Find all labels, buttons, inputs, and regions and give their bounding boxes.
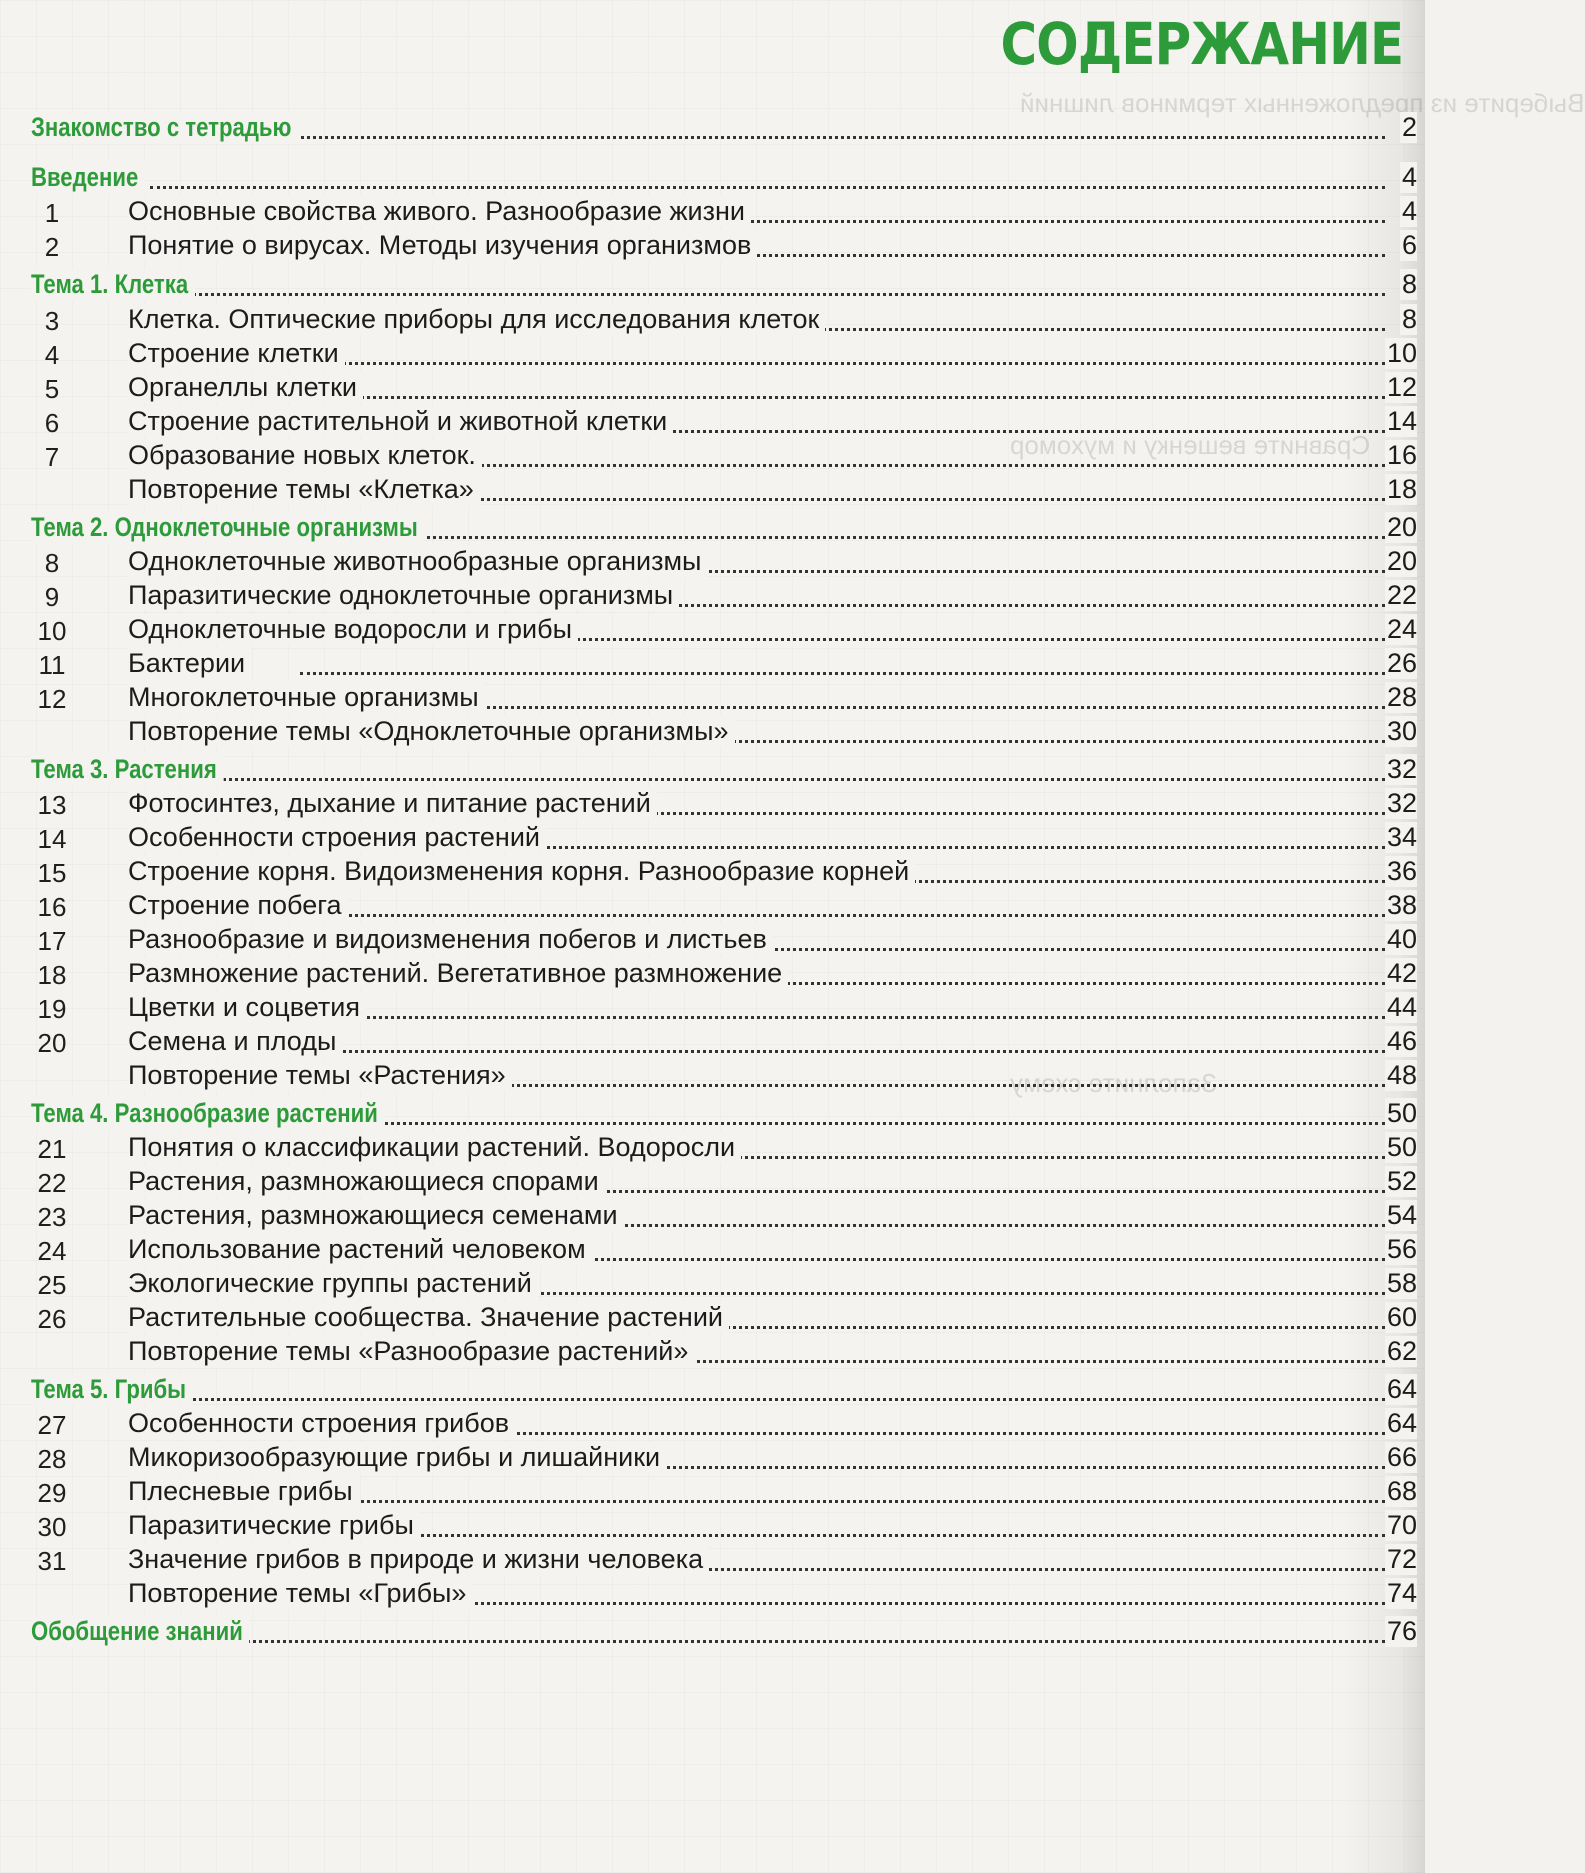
toc-page-number: 32 <box>1386 754 1417 784</box>
toc-entry-text: Растительные сообщества. Значение растений <box>128 1302 729 1333</box>
toc-section <box>0 110 1425 146</box>
toc-entry-number: 16 <box>37 892 67 922</box>
toc-entry-number: 2 <box>44 232 60 262</box>
toc-section-title: Введение <box>31 162 145 193</box>
toc-entry-number: 26 <box>37 1304 67 1334</box>
toc-entry <box>0 302 1425 338</box>
toc-entry-text: Строение корня. Видоизменения корня. Разнообразие корней <box>128 856 915 887</box>
bleed-through-text: Выберите из <box>1430 88 1585 118</box>
toc-entry-number: 4 <box>44 340 60 370</box>
toc-entry-text: Бактерии <box>128 648 251 679</box>
toc-page-number: 4 <box>1401 162 1417 192</box>
toc-entry <box>0 956 1425 992</box>
toc-entry <box>0 646 1425 682</box>
toc-page-number: 2 <box>1401 112 1417 142</box>
toc-entry <box>0 714 1425 750</box>
toc-section <box>0 752 1425 788</box>
toc-page-number: 22 <box>1386 580 1417 610</box>
toc-entry <box>0 1300 1425 1336</box>
toc-entry <box>0 820 1425 856</box>
toc-entry-number: 8 <box>44 548 60 578</box>
toc-entry-text: Многоклеточные организмы <box>128 682 485 713</box>
toc-entry-number: 23 <box>37 1202 67 1232</box>
toc-page-number: 30 <box>1386 716 1417 746</box>
toc-entry <box>0 1164 1425 1200</box>
dot-leader <box>300 672 1385 675</box>
toc-page-number: 20 <box>1386 512 1417 542</box>
toc-page-number: 32 <box>1386 788 1417 818</box>
toc-page-number: 26 <box>1386 648 1417 678</box>
toc-entry-number: 11 <box>38 650 66 680</box>
toc-entry <box>0 786 1425 822</box>
dot-leader <box>300 1534 1385 1537</box>
toc-entry-text: Микоризообразующие грибы и лишайники <box>128 1442 666 1473</box>
toc-entry-number: 12 <box>37 684 67 714</box>
toc-section-title: Обобщение знаний <box>31 1616 249 1647</box>
toc-entry-text: Образование новых клеток. <box>128 440 482 471</box>
toc-section-title: Тема 3. Растения <box>31 754 223 785</box>
toc-page-number: 56 <box>1386 1234 1417 1264</box>
toc-entry <box>0 404 1425 440</box>
toc-entry-number: 22 <box>37 1168 67 1198</box>
toc-section-title: Тема 5. Грибы <box>31 1374 193 1405</box>
dot-leader <box>150 1398 1385 1401</box>
toc-entry <box>0 1542 1425 1578</box>
toc-entry <box>0 888 1425 924</box>
toc-entry-text: Повторение темы «Клетка» <box>128 474 480 505</box>
toc-page-number: 38 <box>1386 890 1417 920</box>
toc-entry <box>0 544 1425 580</box>
toc-page-number: 8 <box>1401 269 1417 299</box>
toc-entry-text: Основные свойства живого. Разнообразие жизни <box>128 196 751 227</box>
dot-leader <box>150 293 1385 296</box>
toc-entry <box>0 370 1425 406</box>
toc-entry-text: Повторение темы «Грибы» <box>128 1578 472 1609</box>
toc-entry-text: Паразитические одноклеточные организмы <box>128 580 679 611</box>
toc-entry-number: 15 <box>37 858 67 888</box>
toc-entry <box>0 612 1425 648</box>
toc-page-number: 28 <box>1386 682 1417 712</box>
toc-entry <box>0 990 1425 1026</box>
dot-leader <box>150 136 1385 139</box>
toc-entry <box>0 854 1425 890</box>
toc-page-number: 46 <box>1386 1026 1417 1056</box>
toc-entry <box>0 1576 1425 1612</box>
toc-entry <box>0 1198 1425 1234</box>
toc-entry-text: Значение грибов в природе и жизни человека <box>128 1544 709 1575</box>
toc-section <box>0 160 1425 196</box>
toc-page-number: 64 <box>1386 1374 1417 1404</box>
toc-page-number: 16 <box>1386 440 1417 470</box>
toc-section-title: Тема 4. Разнообразие растений <box>31 1098 384 1129</box>
toc-section <box>0 1372 1425 1408</box>
toc-entry-number: 5 <box>44 374 60 404</box>
dot-leader <box>150 186 1385 189</box>
toc-entry-text: Повторение темы «Разнообразие растений» <box>128 1336 694 1367</box>
dot-leader <box>300 1500 1385 1503</box>
toc-entry-number: 17 <box>37 926 67 956</box>
toc-entry-number: 6 <box>44 408 60 438</box>
toc-entry-text: Понятия о классификации растений. Водоросли <box>128 1132 741 1163</box>
toc-page-number: 20 <box>1386 546 1417 576</box>
toc-page-number: 70 <box>1386 1510 1417 1540</box>
toc-entry-text: Понятие о вирусах. Методы изучения организмов <box>128 230 757 261</box>
dot-leader <box>150 778 1385 781</box>
toc-entry <box>0 1232 1425 1268</box>
toc-entry-text: Растения, размножающиеся семенами <box>128 1200 624 1231</box>
toc-page-number: 76 <box>1386 1616 1417 1646</box>
dot-leader <box>300 1016 1385 1019</box>
toc-entry <box>0 1130 1425 1166</box>
toc-page-number: 72 <box>1386 1544 1417 1574</box>
toc-page-number: 34 <box>1386 822 1417 852</box>
toc-page-number: 8 <box>1401 304 1417 334</box>
dot-leader <box>300 1050 1385 1053</box>
toc-page-number: 12 <box>1386 372 1417 402</box>
toc-page-number: 58 <box>1386 1268 1417 1298</box>
toc-section <box>0 1096 1425 1132</box>
toc-page-number: 54 <box>1386 1200 1417 1230</box>
dot-leader <box>300 914 1385 917</box>
toc-section <box>0 510 1425 546</box>
toc-entry-text: Особенности строения растений <box>128 822 546 853</box>
toc-entry <box>0 1508 1425 1544</box>
toc-entry-text: Повторение темы «Одноклеточные организмы» <box>128 716 735 747</box>
toc-entry-number: 10 <box>37 616 67 646</box>
toc-entry-text: Паразитические грибы <box>128 1510 420 1541</box>
toc-page-number: 18 <box>1386 474 1417 504</box>
toc-entry-number: 19 <box>37 994 67 1024</box>
toc-section-title: Тема 1. Клетка <box>31 269 195 300</box>
toc-entry-number: 14 <box>37 824 67 854</box>
toc-entry-number: 24 <box>37 1236 67 1266</box>
toc-entry-number: 21 <box>37 1134 67 1164</box>
toc-entry <box>0 438 1425 474</box>
toc-page-number: 60 <box>1386 1302 1417 1332</box>
toc-entry-text: Особенности строения грибов <box>128 1408 515 1439</box>
toc-entry-number: 1 <box>44 198 60 228</box>
toc-entry-text: Экологические группы растений <box>128 1268 538 1299</box>
toc-page-number: 10 <box>1386 338 1417 368</box>
toc-entry <box>0 1058 1425 1094</box>
toc-entry <box>0 336 1425 372</box>
toc-entry <box>0 1024 1425 1060</box>
toc-section-title: Знакомство с тетрадью <box>31 112 298 143</box>
toc-entry-number: 25 <box>37 1270 67 1300</box>
toc-entry-text: Плесневые грибы <box>128 1476 359 1507</box>
toc-page-number: 14 <box>1386 406 1417 436</box>
toc-entry <box>0 922 1425 958</box>
toc-entry-number: 30 <box>37 1512 67 1542</box>
toc-entry-text: Разнообразие и видоизменения побегов и листьев <box>128 924 773 955</box>
toc-page-number: 6 <box>1401 230 1417 260</box>
dot-leader <box>300 396 1385 399</box>
toc-page-number: 44 <box>1386 992 1417 1022</box>
toc-page-number: 68 <box>1386 1476 1417 1506</box>
toc-entry-text: Размножение растений. Вегетативное размножение <box>128 958 788 989</box>
toc-entry-text: Повторение темы «Растения» <box>128 1060 512 1091</box>
toc-entry-number: 7 <box>44 442 60 472</box>
toc-section-title: Тема 2. Одноклеточные организмы <box>31 512 424 543</box>
toc-page-number: 50 <box>1386 1098 1417 1128</box>
toc-entry <box>0 578 1425 614</box>
toc-page-number: 64 <box>1386 1408 1417 1438</box>
toc-page-number: 52 <box>1386 1166 1417 1196</box>
toc-entry-text: Использование растений человеком <box>128 1234 592 1265</box>
toc-entry-number: 3 <box>44 306 60 336</box>
toc-page-number: 50 <box>1386 1132 1417 1162</box>
toc-entry-number: 28 <box>37 1444 67 1474</box>
toc-entry <box>0 1266 1425 1302</box>
toc-entry-text: Органеллы клетки <box>128 372 363 403</box>
toc-page-number: 66 <box>1386 1442 1417 1472</box>
toc-entry <box>0 1474 1425 1510</box>
toc-entry <box>0 1440 1425 1476</box>
toc-page-number: 74 <box>1386 1578 1417 1608</box>
toc-entry-text: Цветки и соцветия <box>128 992 366 1023</box>
dot-leader <box>150 1640 1385 1643</box>
toc-entry-number: 29 <box>37 1478 67 1508</box>
toc-entry-text: Клетка. Оптические приборы для исследования клеток <box>128 304 825 335</box>
toc-entry-number: 27 <box>37 1410 67 1440</box>
toc-entry-number: 9 <box>44 582 60 612</box>
toc-page-number: 24 <box>1386 614 1417 644</box>
toc-entry <box>0 228 1425 264</box>
toc-entry <box>0 1334 1425 1370</box>
toc-page-number: 48 <box>1386 1060 1417 1090</box>
toc-page-number: 4 <box>1401 196 1417 226</box>
toc-entry <box>0 1406 1425 1442</box>
toc-entry <box>0 680 1425 716</box>
toc-section <box>0 267 1425 303</box>
toc-entry <box>0 472 1425 508</box>
toc-entry-text: Семена и плоды <box>128 1026 342 1057</box>
toc-entry-number: 31 <box>37 1546 67 1576</box>
toc-page-number: 36 <box>1386 856 1417 886</box>
toc-entry-number: 18 <box>37 960 67 990</box>
toc-section <box>0 1614 1425 1650</box>
toc-entry-text: Одноклеточные водоросли и грибы <box>128 614 578 645</box>
toc-entry <box>0 194 1425 230</box>
toc-entry-number: 13 <box>37 790 67 820</box>
toc-entry-text: Строение растительной и животной клетки <box>128 406 673 437</box>
toc-entry-text: Растения, размножающиеся спорами <box>128 1166 605 1197</box>
toc-entry-text: Фотосинтез, дыхание и питание растений <box>128 788 657 819</box>
dot-leader <box>300 362 1385 365</box>
toc-page-number: 62 <box>1386 1336 1417 1366</box>
toc-entry-number: 20 <box>37 1028 67 1058</box>
toc-page-number: 40 <box>1386 924 1417 954</box>
toc-entry-text: Строение побега <box>128 890 348 921</box>
page-title: СОДЕРЖАНИЕ <box>1000 10 1403 78</box>
toc-page-number: 42 <box>1386 958 1417 988</box>
toc-entry-text: Строение клетки <box>128 338 345 369</box>
toc-entry-text: Одноклеточные животнообразные организмы <box>128 546 707 577</box>
